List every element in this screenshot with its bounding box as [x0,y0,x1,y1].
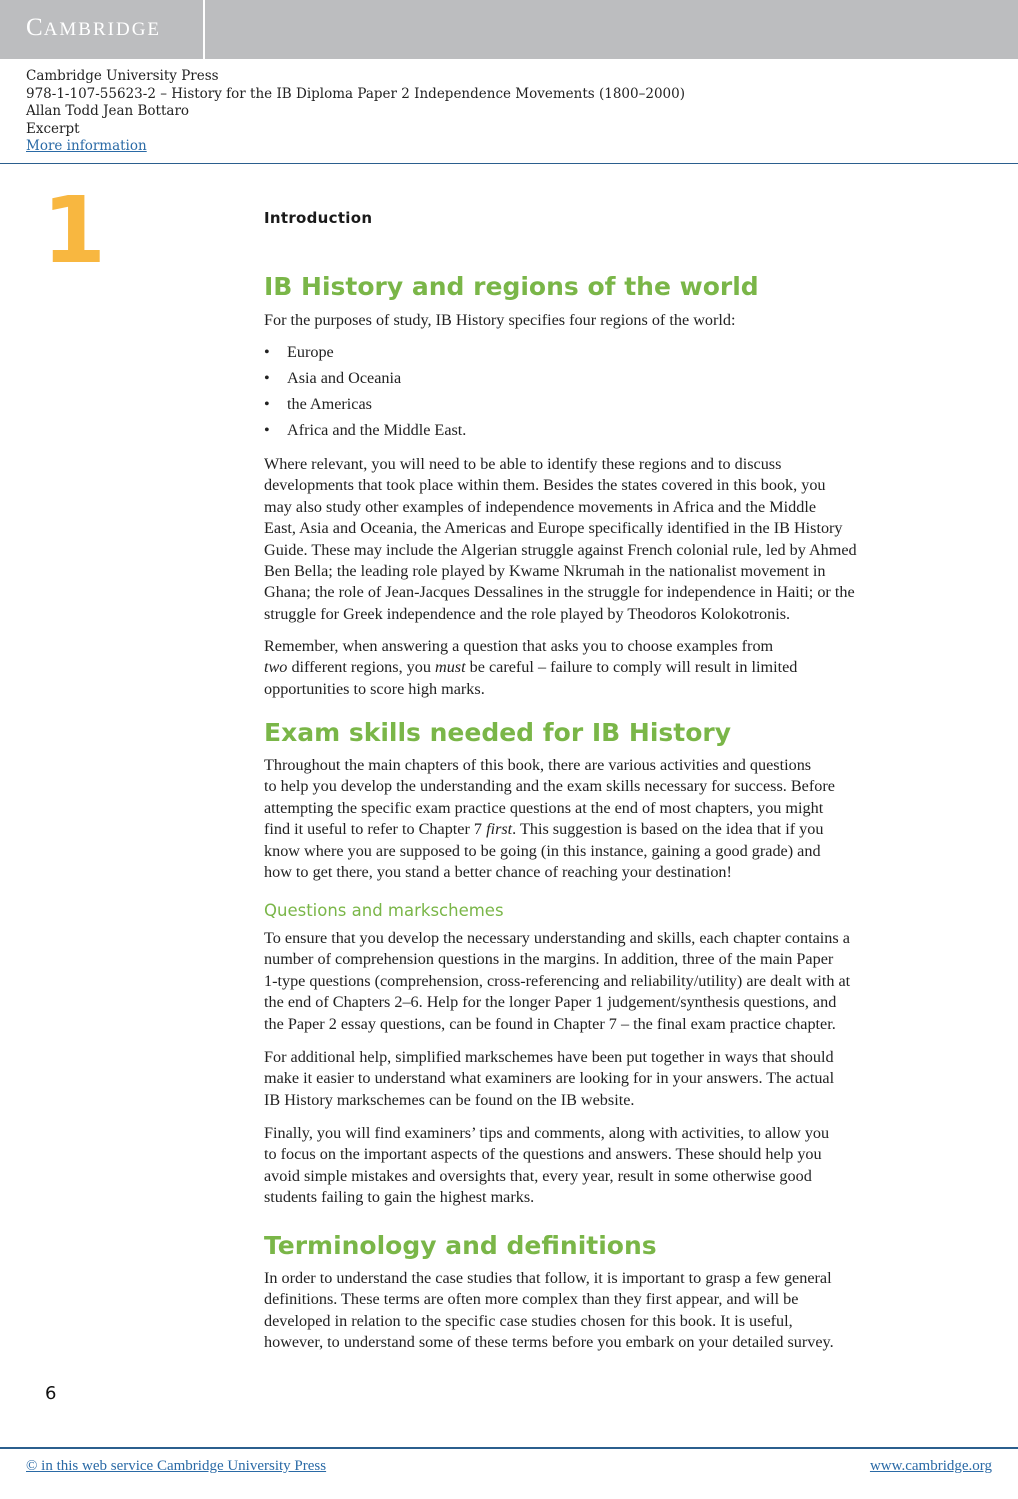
markschemes-paragraph-1: To ensure that you develop the necessary understanding and skills, each chapter contains a number of comprehension questions in the margins. In addition, three of the main Paper 1-type questions (comprehension, cross-referencing and reliability/utility) are dealt with at the end of Chapters 2–6. Help for the longer Paper 1 judgement/synthesis questions, and the Paper 2 essay questions, can be found in Chapter 7 – the final exam practice chapter. [264,929,851,1033]
header-rule [0,163,1018,164]
regions-paragraph-2: Remember, when answering a question that asks you to choose examples from two different regions, you must be careful – failure to comply will result in limited opportunities to score high marks. [264,637,798,698]
section-heading-terminology: Terminology and definitions [264,1231,657,1260]
chapter-number: 1 [42,177,107,284]
markschemes-paragraph-3: Finally, you will find examiners’ tips and comments, along with activities, to allow you to focus on the important aspects of the questions and answers. These should help you avoid simple mistakes and oversights that, every year, result in some otherwise good students failing to gain the highest marks. [264,1124,830,1207]
cambridge-logo: CAMBRIDGE [26,14,162,41]
regions-paragraph-1: Where relevant, you will need to be able to identify these regions and to discuss developments that took place within them. Besides the states covered in this book, you may also study other examples of independence movements in Africa and the Middle East, Asia and Oceania, the Americas and Europe specifically identified in the IB History Guide. These may include the Algerian struggle against French colonial rule, led by Ahmed Ben Bella; the leading role played by Kwame Nkrumah in the nationalist movement in Ghana; the role of Jean-Jacques Dessalines in the struggle for independence in Haiti; or the struggle for Greek independence and the role played by Theodoros Kolokotronis. [264,455,857,623]
list-item: • Europe [264,343,334,361]
website-link[interactable]: www.cambridge.org [869,1458,992,1474]
list-item: • Africa and the Middle East. [264,421,467,439]
subheading-markschemes: Questions and markschemes [264,901,504,920]
list-item: • Asia and Oceania [264,369,402,387]
isbn-title: 978-1-107-55623-2 – History for the IB Diploma Paper 2 Independence Movements (1800–2000) [26,85,685,102]
copyright-link[interactable]: © in this web service Cambridge University Press [26,1458,327,1474]
bullet-icon: • [264,395,270,413]
list-item: • the Americas [264,395,372,413]
authors: Allan Todd Jean Bottaro [26,103,190,120]
excerpt-label: Excerpt [26,120,80,137]
section-heading-regions: IB History and regions of the world [264,272,759,301]
book-metadata [26,68,685,156]
markschemes-paragraph-2: For additional help, simplified markschemes have been put together in ways that should make it easier to understand what examiners are looking for in your answers. The actual IB History markschemes can be found on the IB website. [264,1048,835,1109]
more-information-link[interactable]: More information [26,138,147,155]
section-heading-exam-skills: Exam skills needed for IB History [264,718,732,747]
terminology-paragraph: In order to understand the case studies that follow, it is important to grasp a few general definitions. These terms are often more complex than they first appear, and will be developed in relation to the specific case studies chosen for this book. It is useful, however, to understand some of these terms before you embark on your detailed survey. [264,1269,834,1352]
bullet-icon: • [264,343,270,361]
bullet-icon: • [264,421,270,439]
regions-list [264,342,864,446]
chapter-kicker: Introduction [264,209,373,227]
banner-divider [203,0,205,59]
bullet-icon: • [264,369,270,387]
publisher-banner [0,0,1018,59]
regions-intro: For the purposes of study, IB History specifies four regions of the world: [264,311,736,329]
exam-skills-paragraph: Throughout the main chapters of this book, there are various activities and questions to help you develop the understanding and the exam skills necessary for success. Before attempting the specific exam practice questions at the end of most chapters, you might find it useful to refer to Chapter 7 first. This suggestion is based on the idea that if you know where you are supposed to be going (in this instance, gaining a good grade) and how to get there, you stand a better chance of reaching your destination! [264,756,835,882]
footer-rule [0,1447,1018,1449]
publisher-name: Cambridge University Press [26,68,219,84]
page-number: 6 [45,1383,57,1404]
